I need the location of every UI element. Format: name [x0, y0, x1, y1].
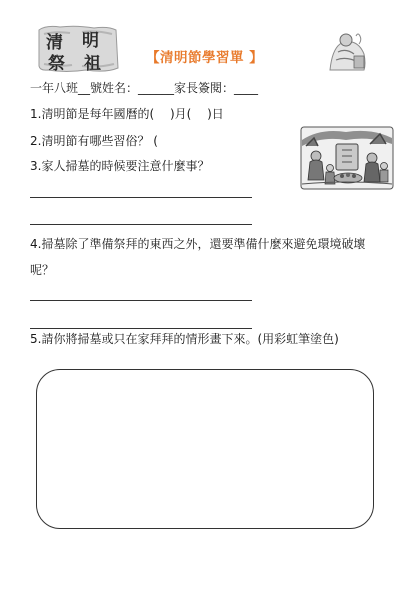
logo-char-2: 明: [82, 31, 99, 51]
logo-char-4: 祖: [84, 54, 101, 74]
tomb-sweeping-family-illustration: [300, 126, 394, 190]
incense-offering-figure-icon: [326, 30, 370, 74]
qingming-ji-zu-calligraphy-logo: [36, 24, 120, 74]
answer-line[interactable]: [30, 300, 252, 301]
worksheet-title: 【清明節學習單 】: [146, 50, 264, 66]
question-3: 3.家人掃墓的時候要注意什麼事？: [30, 159, 210, 173]
answer-line[interactable]: [30, 224, 252, 225]
question-5: 5.請你將掃墓或只在家拜拜的情形畫下來。(用彩虹筆塗色): [30, 332, 339, 346]
answer-line[interactable]: [30, 328, 252, 329]
logo-char-3: 祭: [48, 54, 65, 74]
question-4-line-2: 呢？: [30, 263, 55, 277]
student-info-line: 一年八班__號姓名：______家長簽閱：____: [30, 81, 259, 95]
answer-line[interactable]: [30, 197, 252, 198]
logo-char-1: 清: [46, 33, 63, 53]
question-2: 2.清明節有哪些習俗？ (: [30, 134, 158, 148]
question-4-line-1: 4.掃墓除了準備祭拜的東西之外，還要準備什麼來避免環境破壞: [30, 237, 366, 251]
drawing-area[interactable]: [36, 369, 374, 529]
question-1: 1.清明節是每年國曆的( )月( )日: [30, 107, 224, 121]
